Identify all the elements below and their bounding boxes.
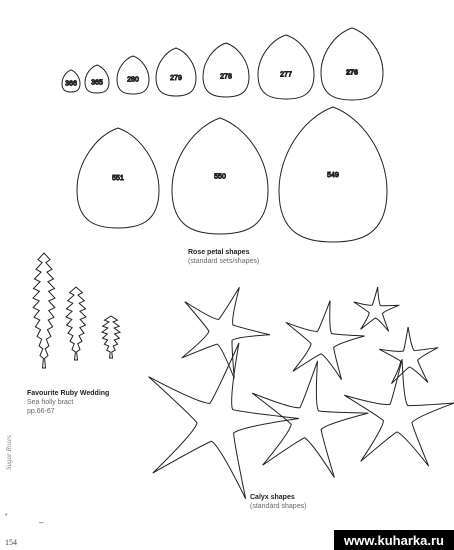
page-number: 154 <box>5 538 17 547</box>
petal-number: 280 <box>127 76 139 84</box>
bract-leaf-shape <box>102 316 120 358</box>
page-bullet: • <box>5 512 8 519</box>
calyx-star-shape <box>354 287 400 331</box>
calyx-caption-subtitle: (standard shapes) <box>250 503 307 510</box>
calyx-star-shape <box>379 327 438 384</box>
petal-number: 277 <box>280 71 292 79</box>
rose-caption-title: Rose petal shapes <box>188 249 250 256</box>
watermark-banner[interactable]: www.kuharka.ru <box>334 530 454 550</box>
calyx-shapes <box>149 287 454 499</box>
calyx-caption-title: Calyx shapes <box>250 494 295 501</box>
calyx-caption <box>250 493 306 511</box>
petal-number: 551 <box>112 175 124 182</box>
small-petal-shape <box>117 56 149 94</box>
small-petal-shape <box>203 43 249 97</box>
petal-number: 366 <box>65 80 77 88</box>
small-petal-shape <box>258 35 314 99</box>
rose-caption-subtitle: (standard sets/shapes) <box>188 258 260 265</box>
ruby-caption-line1: Sea holly bract <box>27 399 74 406</box>
ruby-wedding-caption <box>27 389 109 416</box>
ruby-caption-title: Favourite Ruby Wedding <box>27 390 110 397</box>
rose-petal-caption <box>188 248 259 266</box>
sea-holly-bracts <box>33 253 120 368</box>
small-petal-shape <box>156 48 196 96</box>
petal-number: 279 <box>170 74 182 82</box>
ruby-caption-line2: pp.66-67 <box>27 408 55 415</box>
bract-leaf-shape <box>33 253 55 368</box>
bract-leaf-shape <box>66 287 86 360</box>
small-petal-shape <box>321 28 383 100</box>
running-title: Sugar Roses <box>5 435 13 470</box>
calyx-star-shape <box>149 343 299 499</box>
petal-number: 278 <box>220 73 232 81</box>
large-petal-row <box>77 107 387 242</box>
calyx-star-shape <box>286 301 365 380</box>
petal-number: 276 <box>346 69 358 77</box>
petal-number: 549 <box>327 172 339 180</box>
calyx-star-shape <box>182 287 270 378</box>
small-petal-row <box>62 28 383 100</box>
petal-number: 365 <box>91 79 103 87</box>
calyx-star-shape <box>252 361 368 478</box>
petal-number: 550 <box>214 173 226 181</box>
page-dash: – <box>39 518 44 527</box>
